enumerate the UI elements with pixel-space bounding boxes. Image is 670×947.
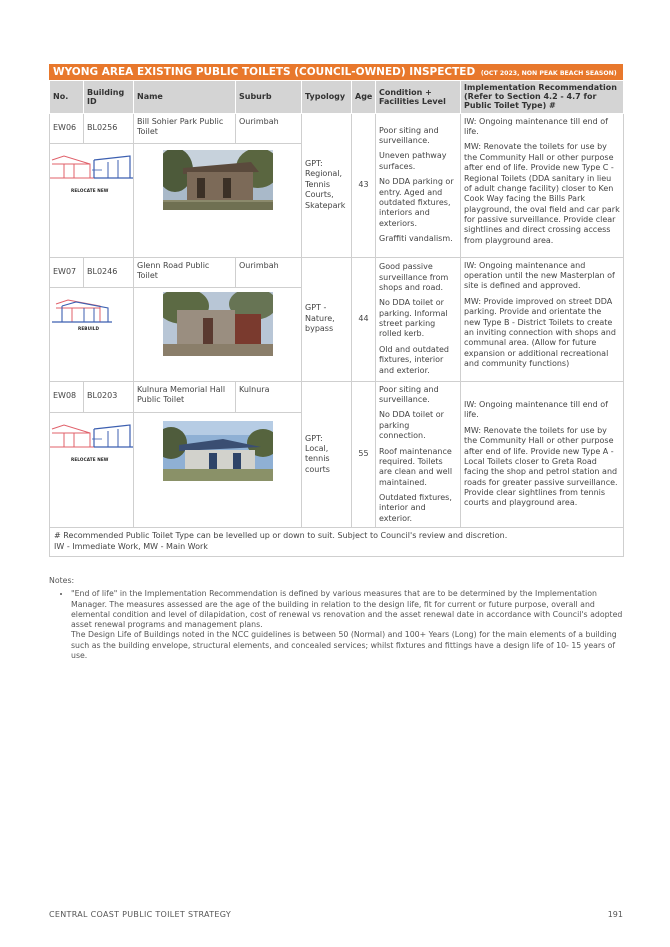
notes-list (49, 589, 623, 661)
condition-line: No DDA parking or entry. Aged and outdated fixtures, interiors and exteriors. (379, 177, 454, 228)
footnote-row (50, 528, 624, 557)
cell-suburb: Ourimbah (236, 257, 302, 287)
cell-no: EW06 (50, 113, 84, 143)
header-building-id: Building ID (84, 81, 134, 114)
cell-no: EW08 (50, 381, 84, 412)
cell-no: EW07 (50, 257, 84, 287)
cell-photo (134, 287, 302, 381)
toilet-block-photo-image (163, 292, 273, 356)
building-photo (163, 292, 273, 356)
condition-line: Roof maintenance required. Toilets are clean and well maintained. (379, 446, 453, 487)
table-row (50, 381, 624, 412)
cell-building-id: BL0203 (84, 381, 134, 412)
cell-typology: GPT: Regional, Tennis Courts, Skatepark (302, 113, 352, 257)
cell-age: 55 (352, 381, 376, 528)
cell-age: 44 (352, 257, 376, 381)
header-typology: Typology (302, 81, 352, 114)
cell-implementation (461, 381, 624, 528)
implementation-mw: MW: Renovate the toilets for use by the Community Hall or other purpose after end of life. Provide new Type C - Regional Toilets (DDA sanitary in lieu of adult change facility) closer to Ken Cook Way facing the Bills Park playground, the oval field and car park for passive surveillance. Provide clear sightlines and direct crossing access from playground area. (464, 142, 620, 245)
condition-line: No DDA toilet or parking connection. (379, 410, 444, 441)
cell-condition (376, 113, 461, 257)
cell-suburb: Kulnura (236, 381, 302, 412)
notes-paragraph: The Design Life of Buildings noted in the NCC guidelines is between 50 (Normal) and 100+ Years (Long) for the main elements of a building such as the building envelope, structural elements, and concealed services; whilst fixtures and fittings have a design life of 10- 15 years of use. (71, 630, 617, 660)
condition-line: Good passive surveillance from shops and road. (379, 262, 449, 292)
table-title-bar (49, 64, 623, 80)
footnote-level: # Recommended Public Toilet Type can be levelled up or down to suit. Subject to Council's review and discretion. (54, 531, 508, 541)
condition-line: Old and outdated fixtures, interior and exterior. (379, 344, 449, 375)
rebuild-diagram (50, 288, 133, 350)
cell-diagram (50, 287, 134, 381)
header-suburb: Suburb (236, 81, 302, 114)
implementation-mw: MW: Provide improved on street DDA parking. Provide and orientate the new Type B - District Toilets to create an inviting connection with shops and communal area. (Allow for future expansion or additional recreational and community functions) (464, 296, 616, 369)
toilet-block-photo-image (163, 150, 273, 210)
cell-suburb: Ourimbah (236, 113, 302, 143)
footnote-cell (50, 528, 624, 557)
condition-line: Outdated fixtures, interior and exterior. (379, 493, 452, 523)
cell-typology: GPT - Nature, bypass (302, 257, 352, 381)
notes-section (49, 576, 623, 661)
header-condition: Condition + Facilities Level (376, 81, 461, 114)
header-row (50, 81, 624, 114)
cell-age: 43 (352, 113, 376, 257)
relocate-diagram-icon (50, 148, 134, 188)
condition-line: Uneven pathway surfaces. (379, 151, 447, 171)
footnote-abbreviations: IW - Immediate Work, MW - Main Work (54, 542, 208, 552)
table-title: WYONG AREA EXISTING PUBLIC TOILETS (COUNCIL-OWNED) INSPECTED (53, 66, 476, 78)
cell-implementation (461, 113, 624, 257)
implementation-iw: IW: Ongoing maintenance and operation until the new Masterplan of site is defined and approved. (464, 260, 615, 291)
implementation-iw: IW: Ongoing maintenance till end of life. (464, 116, 608, 136)
cell-building-id: BL0246 (84, 257, 134, 287)
diagram-label: RELOCATE NEW (71, 456, 109, 462)
condition-line: No DDA toilet or parking. Informal street parking rolled kerb. (379, 298, 448, 339)
cell-photo (134, 143, 302, 257)
implementation-iw: IW: Ongoing maintenance till end of life. (464, 399, 608, 420)
cell-diagram (50, 143, 134, 257)
notes-item (71, 589, 623, 661)
cell-name: Bill Sohier Park Public Toilet (134, 113, 236, 143)
relocate-diagram (50, 413, 133, 475)
diagram-label: REBUILD (78, 325, 100, 331)
page-number: 191 (607, 910, 623, 919)
condition-line: Poor siting and surveillance. (379, 384, 439, 404)
notes-paragraph: • "End of life" in the Implementation Recommendation is defined by various measures that are to be determined by the Implementation Manager. The measures assessed are the age of the building in relation to the design life, fit for current or future purpose, overall and elemental condition and level of dilapidation, cost of renewal vs renovation and the asset renewal date in accordance with Council's adopted asset renewal programs and management plans. (71, 589, 623, 630)
relocate-diagram (50, 144, 133, 206)
toilets-table (49, 80, 624, 557)
diagram-label: RELOCATE NEW (71, 187, 109, 193)
toilet-block-photo-image (163, 421, 273, 481)
cell-name: Kulnura Memorial Hall Public Toilet (134, 381, 236, 412)
cell-implementation (461, 257, 624, 381)
table-row (50, 257, 624, 287)
condition-line: Graffiti vandalism. (379, 234, 453, 244)
notes-heading: Notes: (49, 576, 75, 585)
cell-typology: GPT: Local, tennis courts (302, 381, 352, 528)
cell-diagram (50, 412, 134, 528)
table-row (50, 113, 624, 143)
header-implementation: Implementation Recommendation (Refer to Section 4.2 - 4.7 for Public Toilet Type) # (461, 81, 624, 114)
building-photo (163, 150, 273, 210)
cell-name: Glenn Road Public Toilet (134, 257, 236, 287)
footer-document-title: CENTRAL COAST PUBLIC TOILET STRATEGY (49, 910, 232, 919)
cell-building-id: BL0256 (84, 113, 134, 143)
building-photo (163, 421, 273, 481)
header-no: No. (50, 81, 84, 114)
toilets-table-section (49, 64, 623, 557)
table-subtitle: (OCT 2023, NON PEAK BEACH SEASON) (480, 70, 617, 77)
condition-line: Poor siting and surveillance. (379, 125, 439, 145)
cell-condition (376, 381, 461, 528)
implementation-mw: MW: Renovate the toilets for use by the Community Hall or other purpose after end of life. Provide new Type A - Local Toilets closer to Greta Road facing the shop and petrol station and roads for greater passive surveillance. Provide clear sightlines from tennis courts and playground area. (464, 425, 618, 508)
header-age: Age (352, 81, 376, 114)
cell-condition (376, 257, 461, 381)
header-name: Name (134, 81, 236, 114)
relocate-diagram-icon (50, 417, 134, 457)
cell-photo (134, 412, 302, 528)
